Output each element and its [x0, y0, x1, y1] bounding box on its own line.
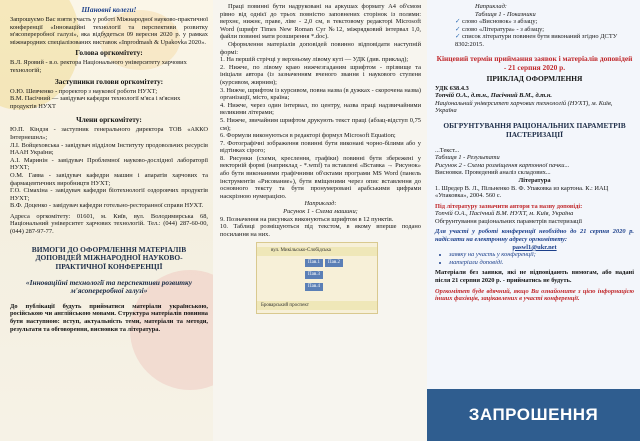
example-line: Рисунок 2 - Схема розміщення картонної пачки... — [435, 161, 570, 169]
requirements-text: До публікації будуть прийматися матеріали українською, російською чи англійською мовами. Структура матеріалів повинна бути наступною: вступ, актуальність теми, матеріали та методи, результати та обговорення, висновки та література. — [10, 302, 208, 333]
panel-example — [427, 0, 640, 441]
req-paragraph: Оформлення матеріалів доповідей повинно відповідати наступній формі: — [220, 40, 421, 56]
rule-item: ✓ слово «Література» - з абзацу; — [435, 26, 634, 34]
member-line: Ю.П. Кіндзя - заступник генерального директора ТОВ «АККО Інтернешнл»; — [10, 126, 208, 141]
example-line: 1. Шредер В. Л., Пільненко В. Ф. Упаковка из картона. К.: ИАЦ «Упаковка», 2004. 560 с. — [435, 184, 609, 200]
organization-line: Національний університет харчових технологій (НУХТ), м. Київ, Україна — [435, 99, 613, 115]
intro-text: Запрошуємо Вас взяти участь у роботі Міжнародної науково-практичної конференції «Інноваційні технології та перспективи розвитку м'ясопереробної галузі», яка відбудеться 09 вересня 2020 р. у рамках міжнародних спеціалізованих виставок «Inprodmash & Upakovka 2020». — [10, 16, 208, 46]
req-item: 9. Позначення на рисунках виконуються шрифтом в 12 пунктів. — [220, 215, 394, 223]
member-line: В.Ф. Доценко - завідувач кафедри готельно-ресторанної справи НУХТ. — [10, 202, 204, 210]
text-placeholder: ...Текст... — [435, 146, 460, 154]
map-street-bottom-label: Броварський проспект — [261, 303, 309, 309]
authors-line: Топчій О.А., д.т.н., Пасічний В.М., д.т.н. — [435, 92, 553, 100]
req-paragraph: Праці повинні бути надруковані на аркушах формату А4 об'ємом рівно від однієї до трьох повністю заповнених сторінок із полями: верхнє, нижнє, праве, ліве - 2,0 см, в текстовому редакторі Microsoft Word (шрифт Times New Roman Cyr №12, міжрядковий інтервал 1,0, файли повинні мати розширення *.doc). — [220, 3, 421, 41]
greeting: Шановні колеги! — [81, 5, 137, 14]
example-label: Наприклад: — [475, 3, 507, 10]
example-line: Висновки. Проведений аналіз складових... — [435, 169, 551, 177]
members-title: Члени оргкомітету: — [76, 115, 142, 125]
registration-subject: Обгрунтування раціональних параметрів пастеризації — [435, 217, 583, 225]
registration-title: Під літературу зазначити автори та назву доповіді: — [435, 202, 583, 210]
requirements-title: ВИМОГИ ДО ОФОРМЛЕННЯ МАТЕРІАЛІВ ДОПОВІДЕЙ МІЖНАРОДНОЇ НАУКОВО- ПРАКТИЧНОЇ КОНФЕРЕНЦІЇ — [31, 245, 187, 271]
requirement-bullet: • заявку на участь у конференції; — [449, 251, 634, 259]
map-pavilion: Пав.1 — [305, 259, 323, 267]
example-line: Таблиця 1 - Результати — [435, 154, 500, 162]
example-line: Література — [518, 176, 551, 184]
member-line: Г.О. Сімахіна - завідувач кафедри біотехнології оздоровчих продуктів НУХТ; — [10, 187, 208, 202]
venue-map — [256, 242, 378, 314]
participation-text: Для участі у роботі конференції необхідно до 21 серпня 2020 р. надіслати на електронну адресу оргкомітету: — [435, 228, 634, 244]
req-item: 5. Нижче, звичайним шрифтом друкують текст праці (абзац-відступ 0,75 см); — [220, 116, 421, 132]
table-caption: Таблиця 1 - Показники — [475, 10, 536, 18]
req-item: 6. Формули виконуються в редакторі формул Microsoft Equation; — [220, 132, 396, 140]
member-line: Л.І. Войцеховська - завідувач відділом Інституту продовольчих ресурсів НААН України; — [10, 141, 208, 157]
member-line: О.М. Гавва - завідувач кафедри машин і апаратів харчових та фармацевтичних виробництв НУХТ; — [10, 171, 208, 187]
req-item: 2. Нижче, по лівому краю нижчезгаданим шрифтом - прізвище та ініціали автора (із зазначенням вченого звання і наукового ступеня (курсивом, жирним); — [220, 63, 421, 86]
example-title: ПРИКЛАД ОФОРМЛЕННЯ — [486, 73, 583, 83]
figure-caption-example: Рисунок 1 - Схема машини; — [283, 208, 358, 216]
req-item: 3. Нижче, шрифтом із курсивом, повна назва (в дужках - скорочена назва) організації, місто, країна; — [220, 86, 422, 102]
address: Адреса оргкомітету: 01601, м. Київ, вул. Володимирська 68, Національний університет харчових технологій. Тел.: (044) 287-60-00, (044) 287-97-77. — [10, 212, 208, 236]
map-pavilion: Пав.2 — [325, 259, 343, 267]
panel-requirements — [213, 0, 427, 441]
map-street-top-label: вул. Микільсько-Слобідська — [271, 248, 331, 254]
member-line: А.І. Маринін - завідувач Проблемної науково-дослідної лабораторії НУХТ; — [10, 156, 208, 172]
head-text: В.Л. Яровий - в.о. ректора Національного університету харчових технологій; — [10, 59, 187, 74]
head-title: Голова оргкомітету: — [75, 48, 143, 58]
rule-item: ✓ слово «Висновок» з абзацу; — [435, 18, 634, 26]
req-item: 10. Таблиці розміщуються під текстом, в якому вперше подано посилання на них. — [220, 223, 421, 238]
deputy-line: В.М. Пасічний — завідувач кафедри технології м'яса і м'ясних продуктів НУХТ — [10, 95, 181, 110]
deadline-text: Кінцевий термін приймання заявок і матеріалів доповідей - 21 серпня 2020 р. — [436, 53, 633, 72]
rule-item: ✓ список літератури повинен бути виконаний згідно ДСТУ 8302:2015. — [435, 33, 634, 48]
registration-line: Топчій О.А., Пасічний В.М. НУХТ, м. Київ, Україна — [435, 210, 574, 218]
invitation-banner: ЗАПРОШЕННЯ — [427, 389, 640, 441]
requirements-subtitle: «Інноваційні технології та перспективи розвитку м'ясопереробної галузі» — [25, 277, 193, 296]
req-item: 1. На першій стрічці у верхньому лівому куті — УДК (див. приклад); — [220, 56, 409, 64]
deputies-title: Заступники голови оргкомітету: — [54, 76, 164, 86]
req-item: 4. Нижче, через один інтервал, по центру, назва праці надзвичайними великими літерами; — [220, 101, 421, 117]
closing-text: Оргкомітет буде вдячний, якщо Ви ознайомите з цією інформацією інших фахівців, зацікавлених в участі конференції. — [435, 287, 634, 303]
map-pavilion: Пав.3 — [305, 271, 323, 279]
paper-title: ОБГРУНТУВАННЯ РАЦІОНАЛЬНИХ ПАРАМЕТРІВ ПАСТЕРИЗАЦІЇ — [443, 121, 626, 139]
udk-code: УДК 638.4.3 — [435, 84, 469, 92]
requirement-bullet: • матеріали доповіді. — [449, 259, 634, 267]
example-label: Наприклад: — [304, 200, 337, 208]
req-item: 8. Рисунки (схеми, креслення, графіки) повинні бути збережені у векторній формі (наприклад - *.wmf) та вставлені «Вставка → Рисунок» або бути виконаними графічними об'єктами програми MS Word (панель інструментів «Рисование»), бути вміщеними через опис вставлення до основного тексту та бути пронумеровані арабськими цифрами наскрізною нумерацією. — [220, 154, 421, 200]
deputy-line: О.Ю. Шевченко - проректор з наукової роботи НУХТ; — [10, 87, 158, 95]
req-item: 7. Фотографічні зображення повинні бути виконані чорно-білими або у відтінках сірого; — [220, 139, 421, 155]
map-pavilion: Пав.4 — [305, 283, 323, 291]
notice-text: Матеріали без заявки, які не відповідають вимогам, або надані після 21 серпня 2020 р. - прийматись не будуть. — [435, 269, 634, 285]
email-link[interactable]: paswl1@ukr.net — [512, 243, 557, 251]
panel-organizers — [0, 0, 213, 441]
